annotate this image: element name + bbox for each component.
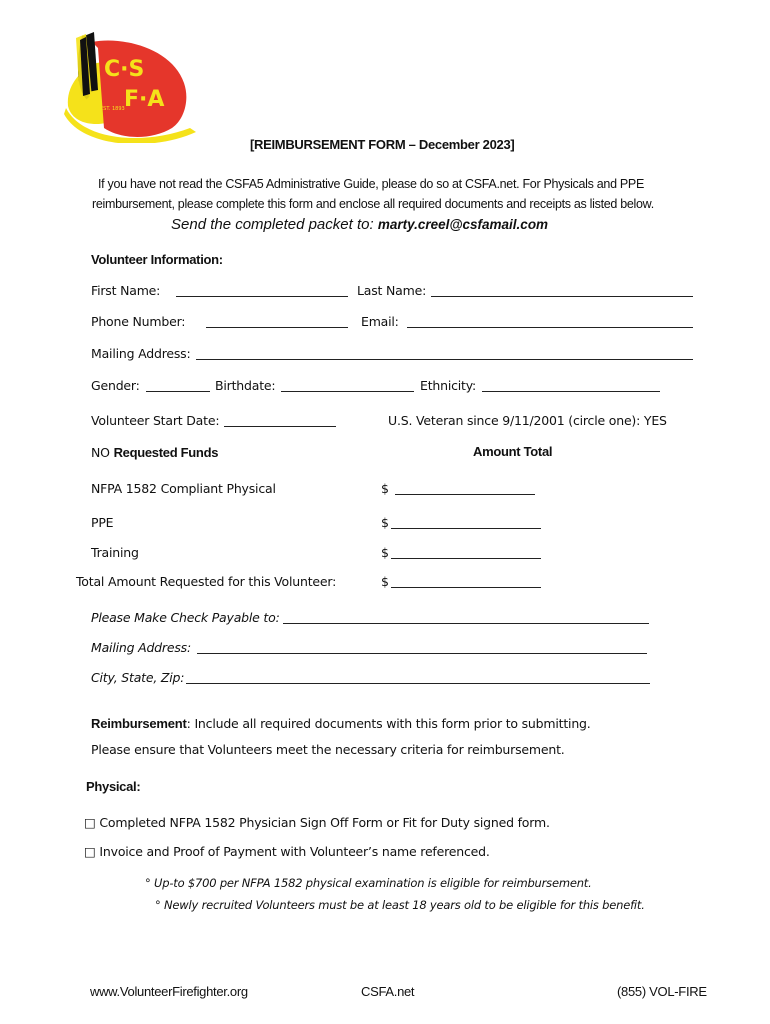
total-amount-label: Total Amount Requested for this Volunteer: <box>76 574 337 589</box>
mailing-address-field[interactable] <box>196 347 693 360</box>
ppe-amount-field[interactable] <box>391 516 541 529</box>
checkbox-icon[interactable]: □ <box>84 815 96 830</box>
last-name-label: Last Name: <box>357 283 427 298</box>
send-packet-prefix: Send the completed packet to: <box>171 216 378 233</box>
birthdate-label: Birthdate: <box>215 378 276 393</box>
physical-item-2 <box>84 844 490 859</box>
no-label: NO <box>91 445 114 460</box>
send-packet-line <box>171 216 548 233</box>
ethnicity-field[interactable] <box>482 379 660 392</box>
physical-fund-currency: $ <box>381 481 389 496</box>
send-packet-email: marty.creel@csfamail.com <box>377 217 549 232</box>
city-state-zip-label: City, State, Zip: <box>91 670 185 685</box>
training-amount-field[interactable] <box>391 546 541 559</box>
logo-text-top: C·S <box>104 57 145 82</box>
physical-fund-label: NFPA 1582 Compliant Physical <box>91 481 276 496</box>
email-label: Email: <box>361 314 399 329</box>
amount-total-heading: Amount Total <box>473 444 553 459</box>
training-fund-currency: $ <box>381 545 389 560</box>
physical-item-2-text: Invoice and Proof of Payment with Volunteer’s name referenced. <box>99 844 490 859</box>
gender-label: Gender: <box>91 378 140 393</box>
payment-mailing-label: Mailing Address: <box>91 640 191 655</box>
physical-note-2 <box>155 898 645 912</box>
degree-bullet-icon: ° <box>145 876 151 890</box>
reimbursement-instructions: : Include all required documents with this form prior to submitting. <box>186 716 591 731</box>
ppe-fund-label: PPE <box>91 515 114 530</box>
payable-label: Please Make Check Payable to: <box>91 610 280 625</box>
intro-line-2: reimbursement, please complete this form and enclose all required documents and receipts as listed below. <box>92 197 654 211</box>
intro-line-1: If you have not read the CSFA5 Administrative Guide, please do so at CSFA.net. For Physicals and PPE <box>98 177 645 191</box>
total-amount-currency: $ <box>381 574 389 589</box>
requested-funds-heading <box>91 444 218 462</box>
city-state-zip-field[interactable] <box>186 671 650 684</box>
gender-field[interactable] <box>146 379 210 392</box>
reimbursement-line-1 <box>91 716 591 731</box>
ethnicity-label: Ethnicity: <box>420 378 477 393</box>
payable-field[interactable] <box>283 611 649 624</box>
physical-item-1 <box>84 815 550 830</box>
fire-helmet-logo-icon <box>62 28 212 143</box>
ppe-fund-currency: $ <box>381 515 389 530</box>
checkbox-icon[interactable]: □ <box>84 844 96 859</box>
birthdate-field[interactable] <box>281 379 414 392</box>
veteran-label: U.S. Veteran since 9/11/2001 (circle one): YES <box>388 413 667 428</box>
degree-bullet-icon: ° <box>155 898 161 912</box>
start-date-label: Volunteer Start Date: <box>91 413 220 428</box>
phone-label: Phone Number: <box>91 314 186 329</box>
email-field[interactable] <box>407 315 693 328</box>
csfa-logo <box>62 28 212 143</box>
physical-heading: Physical: <box>86 779 141 794</box>
footer-website-link[interactable]: www.VolunteerFirefighter.org <box>90 984 248 999</box>
logo-est: EST. 1893 <box>100 106 125 112</box>
first-name-label: First Name: <box>91 283 161 298</box>
reimbursement-label: Reimbursement <box>91 716 187 731</box>
physical-item-1-text: Completed NFPA 1582 Physician Sign Off Form or Fit for Duty signed form. <box>99 815 550 830</box>
footer-phone: (855) VOL-FIRE <box>617 984 707 999</box>
first-name-field[interactable] <box>176 284 348 297</box>
logo-text-bottom: F·A <box>124 87 165 112</box>
phone-field[interactable] <box>206 315 348 328</box>
total-amount-field[interactable] <box>391 575 541 588</box>
footer-csfa-link[interactable]: CSFA.net <box>361 984 415 999</box>
requested-funds-label: Requested Funds <box>113 445 219 460</box>
volunteer-info-heading: Volunteer Information: <box>91 252 223 267</box>
reimbursement-line-2: Please ensure that Volunteers meet the necessary criteria for reimbursement. <box>91 742 565 757</box>
physical-note-1 <box>145 876 592 890</box>
physical-amount-field[interactable] <box>395 482 535 495</box>
last-name-field[interactable] <box>431 284 693 297</box>
payment-mailing-field[interactable] <box>197 641 647 654</box>
form-title: [REIMBURSEMENT FORM – December 2023] <box>250 137 515 152</box>
start-date-field[interactable] <box>224 414 336 427</box>
physical-note-1-text: Up-to $700 per NFPA 1582 physical examination is eligible for reimbursement. <box>154 876 592 890</box>
mailing-address-label: Mailing Address: <box>91 346 191 361</box>
training-fund-label: Training <box>91 545 139 560</box>
physical-note-2-text: Newly recruited Volunteers must be at least 18 years old to be eligible for this benefit. <box>164 898 645 912</box>
